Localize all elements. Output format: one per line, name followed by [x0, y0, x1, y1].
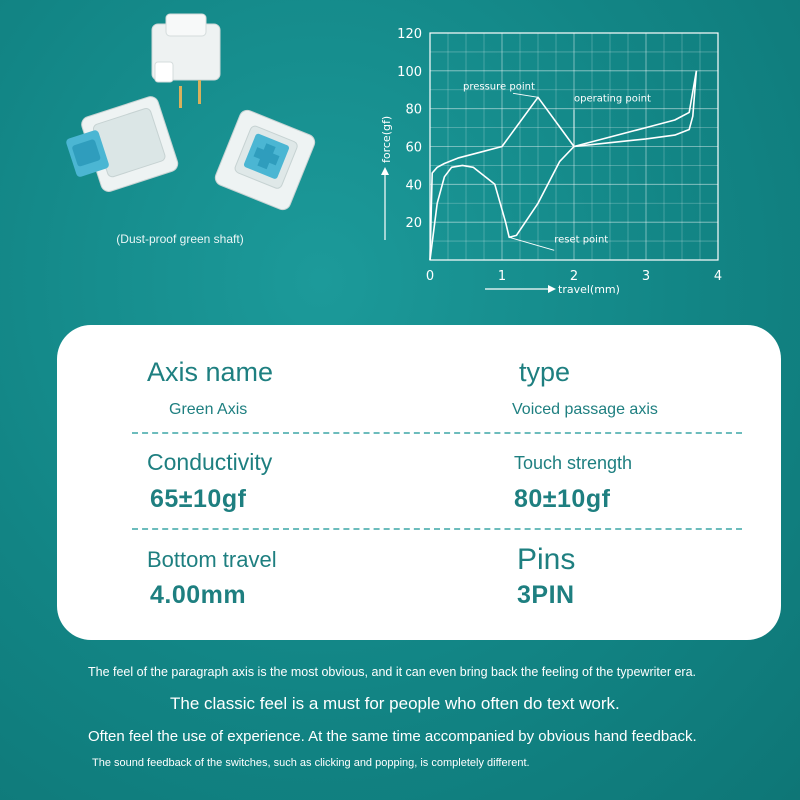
touch-strength-value: 80±10gf [514, 485, 611, 513]
x-axis-arrowhead [548, 285, 556, 293]
product-caption: (Dust-proof green shaft) [116, 232, 244, 246]
annotation-leader [509, 237, 554, 250]
x-tick-label: 2 [569, 269, 579, 284]
bottom-travel-value: 4.00mm [150, 581, 247, 609]
x-tick-label: 0 [425, 269, 435, 284]
x-axis-label: travel(mm) [558, 283, 620, 296]
switch-top [152, 14, 220, 108]
force-travel-chart [360, 15, 760, 305]
x-tick-label: 1 [497, 269, 507, 284]
y-tick-label: 80 [405, 102, 422, 118]
axis-name-label: Axis name [147, 357, 274, 387]
divider [132, 528, 742, 530]
annotation-label: pressure point [463, 81, 535, 93]
switch-left [61, 95, 180, 200]
spec-card [57, 325, 781, 640]
type-value: Voiced passage axis [512, 401, 658, 418]
annotation-label: reset point [554, 234, 609, 246]
footer-line-2: The classic feel is a must for people who often do text work. [170, 694, 620, 713]
y-axis-arrowhead [381, 167, 389, 175]
y-tick-label: 40 [405, 178, 422, 194]
footer-line-3: Often feel the use of experience. At the same time accompanied by obvious hand feedback. [88, 728, 697, 745]
pins-value: 3PIN [517, 581, 575, 609]
switch-illustration [60, 10, 320, 230]
annotation-label: operating point [574, 93, 651, 105]
touch-strength-label: Touch strength [514, 453, 633, 473]
annotation-leader [513, 93, 538, 97]
y-tick-label: 20 [405, 216, 422, 232]
x-tick-label: 3 [641, 269, 651, 284]
y-tick-label: 60 [405, 140, 422, 156]
y-axis-label: force(gf) [380, 115, 393, 163]
divider [132, 432, 742, 434]
pins-label: Pins [517, 543, 576, 576]
x-tick-label: 4 [713, 269, 723, 284]
footer-line-4: The sound feedback of the switches, such as clicking and popping, is completely different. [92, 757, 530, 769]
bottom-travel-label: Bottom travel [147, 547, 277, 572]
axis-name-value: Green Axis [169, 401, 248, 418]
y-tick-label: 120 [397, 27, 422, 42]
switch-right [213, 108, 317, 212]
footer-line-1: The feel of the paragraph axis is the most obvious, and it can even bring back the feeling of the typewriter era. [88, 665, 696, 679]
type-label: type [519, 357, 571, 387]
y-tick-label: 100 [397, 64, 422, 80]
conductivity-value: 65±10gf [150, 485, 247, 513]
conductivity-label: Conductivity [147, 449, 273, 475]
